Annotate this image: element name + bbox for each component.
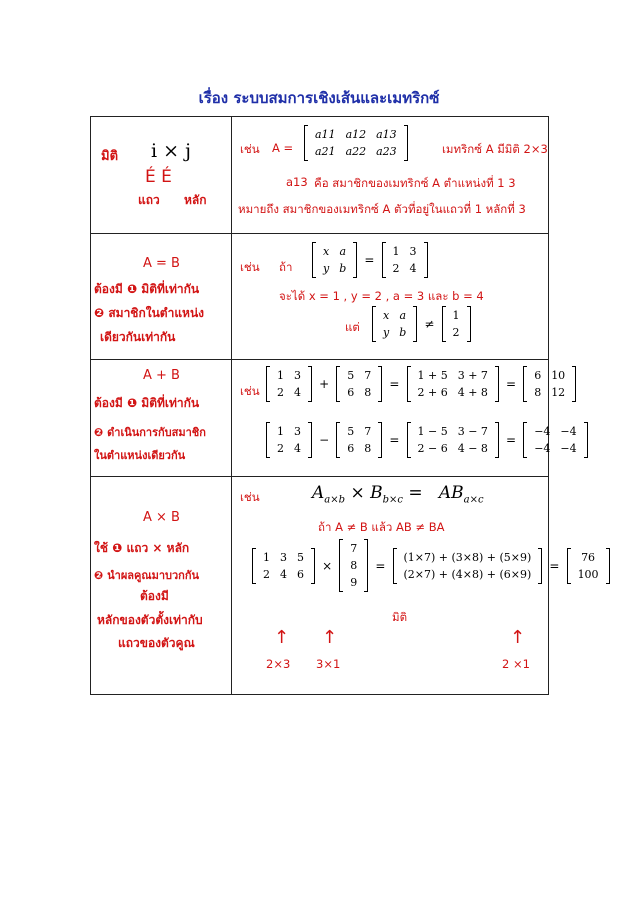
table-row-dimension <box>91 117 549 234</box>
cell-equality-example <box>232 234 549 360</box>
equality-result: จะได้ x = 1 , y = 2 , a = 3 และ b = 4 <box>279 289 484 303</box>
matrix-cell: a <box>399 309 407 322</box>
matrix-cell: 2 <box>392 262 400 275</box>
cell-multiplication-rule <box>91 477 232 695</box>
matrix-cell: −4 <box>560 425 577 438</box>
matrix-cell: 8 <box>364 386 372 399</box>
dimension-arrows: É É <box>145 167 172 187</box>
table-row-multiplication <box>91 477 549 695</box>
inequality-equation: x a y b ≠ 1 2 <box>372 306 471 342</box>
matrix-cell: 5 <box>297 550 304 564</box>
matrix-cell: 8 <box>364 442 372 455</box>
equality-condition-2: ❷ สมาชิกในตำแหน่ง <box>94 306 205 320</box>
matrix-cell: 9 <box>350 576 358 589</box>
multiplication-condition-2: ❷ นำผลคูณมาบวกกัน <box>94 569 200 582</box>
dimension-result: 2 ×1 <box>502 657 530 671</box>
product-formula: $A_{a\times b} \times B_{b\times c}$ = $AB_{a\times c}$ <box>312 483 484 506</box>
matrix-a <box>304 125 408 161</box>
matrix-cell: (1×7) + (3×8) + (5×9) <box>403 550 532 564</box>
mitti-label: มิติ <box>101 149 119 164</box>
example-label: เช่น <box>240 260 260 274</box>
matrix-cell: y <box>323 262 330 275</box>
matrix-cell: 8 <box>534 386 542 399</box>
matrix-cell: 6 <box>534 369 542 382</box>
addition-equation: 1 3 2 4 + 5 7 6 8 = 1 + 5 3 + 7 2 + 6 4 + 8 = 6 10 8 12 <box>266 366 576 402</box>
matrix-cell: 6 <box>347 442 355 455</box>
multiplication-heading: A × B <box>143 510 180 525</box>
matrix-cell: 1 − 5 <box>417 425 448 438</box>
matrix-cell: 2 − 6 <box>417 442 448 455</box>
formula-ab: AB <box>438 483 464 503</box>
matrix-cell: b <box>339 262 347 275</box>
summary-table <box>90 116 599 695</box>
column-word: หลัก <box>184 193 207 207</box>
matrix-cell: 2 <box>277 442 284 455</box>
matrix-cell: 3 <box>409 245 417 258</box>
matrix-cell: a <box>339 245 347 258</box>
matrix-cell: a21 <box>315 145 336 158</box>
matrix-cell: 3 <box>294 425 301 438</box>
matrix-cell: 2 <box>452 326 460 339</box>
a13-meaning: หมายถึง สมาชิกของเมทริกซ์ A ตัวที่อยู่ในแถวที่ 1 หลักที่ 3 <box>238 202 526 216</box>
matrix-cell: 2 <box>277 386 284 399</box>
matrix-cell: 1 + 5 <box>417 369 448 382</box>
matrix-cell: 4 <box>294 442 301 455</box>
matrix-cell: 3 <box>294 369 301 382</box>
cell-addition-example <box>232 360 577 477</box>
matrix-cell: −4 <box>560 442 577 455</box>
formula-a: A <box>312 483 325 503</box>
equality-heading: A = B <box>143 256 180 271</box>
cell-equality-rule <box>91 234 232 360</box>
addition-heading: A + B <box>143 368 180 383</box>
matrix-cell: (2×7) + (4×8) + (6×9) <box>403 567 532 581</box>
addition-condition-3: ในตำแหน่งเดียวกัน <box>94 449 186 462</box>
formula-b-sub: b×c <box>382 494 403 506</box>
multiplication-condition-5: แถวของตัวคูณ <box>118 636 195 650</box>
matrix-cell: a12 <box>345 128 367 141</box>
matrix-cell: a22 <box>345 145 367 158</box>
matrix-cell: 76 <box>581 550 596 564</box>
matrix-cell: 3 − 7 <box>457 425 488 438</box>
matrix-cell: 7 <box>350 542 358 555</box>
matrix-cell: y <box>383 326 390 339</box>
example-label: เช่น <box>240 142 260 156</box>
formula-ab-sub: a×c <box>463 494 484 506</box>
matrix-cell: 10 <box>551 369 566 382</box>
a13-description: คือ สมาชิกของเมทริกซ์ A ตำแหน่งที่ 1 3 <box>314 176 516 190</box>
a13-label: a13 <box>286 175 308 189</box>
matrix-cell: 3 <box>280 550 287 564</box>
matrix-cell: 1 <box>277 425 284 438</box>
matrix-cell: 7 <box>364 369 372 382</box>
matrix-cell: 4 <box>294 386 301 399</box>
multiplication-condition-4: หลักของตัวตั้งเท่ากับ <box>97 613 203 627</box>
page-title: เรื่อง ระบบสมการเชิงเส้นและเมทริกซ์ <box>198 89 440 107</box>
matrix-cell: 5 <box>347 425 355 438</box>
matrix-cell: 4 <box>280 567 287 581</box>
up-arrow-icon: ↑ <box>510 627 526 648</box>
multiplication-equation: 1 3 5 2 4 6 × 7 8 9 = (1×7) + (3×8) + (5×9) (2×7) + (4×8) + (6×9) = 76 100 <box>252 539 610 592</box>
dimension-formula: i × j <box>151 140 191 162</box>
cell-multiplication-example <box>232 477 599 695</box>
matrix-cell: b <box>399 326 407 339</box>
matrix-cell: 5 <box>347 369 355 382</box>
a-equals: A = <box>272 141 294 155</box>
if-label: ถ้า <box>279 260 293 274</box>
addition-condition-1: ต้องมี ❶ มิติที่เท่ากัน <box>94 396 200 410</box>
table-row-equality <box>91 234 549 360</box>
row-word: แถว <box>138 193 160 207</box>
matrix-cell: 1 <box>452 309 460 322</box>
matrix-cell: a11 <box>315 128 336 141</box>
multiplication-condition-3: ต้องมี <box>140 589 169 603</box>
matrix-cell: 3 + 7 <box>457 369 488 382</box>
matrix-cell: 6 <box>297 567 304 581</box>
matrix-cell: 1 <box>263 550 270 564</box>
matrix-cell: a13 <box>376 128 397 141</box>
addition-condition-2: ❷ ดำเนินการกับสมาชิก <box>94 426 206 439</box>
matrix-cell: −4 <box>534 442 551 455</box>
matrix-cell: x <box>323 245 330 258</box>
equality-condition-1: ต้องมี ❶ มิติที่เท่ากัน <box>94 282 200 296</box>
matrix-cell: 1 <box>392 245 400 258</box>
matrix-cell: 100 <box>577 567 599 581</box>
dimension-label: มิติ <box>392 610 408 624</box>
matrix-cell: 4 + 8 <box>457 386 488 399</box>
formula-a-sub: a×b <box>324 494 346 506</box>
equality-equation: x a y b = 1 3 2 4 <box>312 242 428 278</box>
matrix-cell: a23 <box>376 145 397 158</box>
matrix-cell: 7 <box>364 425 372 438</box>
matrix-cell: 12 <box>551 386 566 399</box>
matrix-cell: 4 − 8 <box>457 442 488 455</box>
dimension-second: 3×1 <box>316 657 341 671</box>
matrix-cell: −4 <box>534 425 551 438</box>
matrix-cell: 6 <box>347 386 355 399</box>
dimension-first: 2×3 <box>266 657 291 671</box>
matrix-cell: 2 <box>263 567 270 581</box>
equality-condition-3: เดียวกันเท่ากัน <box>100 330 176 344</box>
but-label: แต่ <box>345 320 360 334</box>
up-arrow-icon: ↑ <box>274 627 290 648</box>
example-label: เช่น <box>240 384 260 398</box>
matrix-cell: 1 <box>277 369 284 382</box>
cell-addition-rule <box>91 360 232 477</box>
subtraction-equation: 1 3 2 4 − 5 7 6 8 = 1 − 5 3 − 7 2 − 6 4 − 8 = −4 −4 −4 −4 <box>266 422 588 458</box>
formula-b: B <box>370 483 383 503</box>
non-commutative-note: ถ้า A ≠ B แล้ว AB ≠ BA <box>318 520 445 534</box>
multiplication-condition-1: ใช้ ❶ แถว × หลัก <box>94 541 190 555</box>
matrix-cell: 2 + 6 <box>417 386 448 399</box>
matrix-dimension-text: เมทริกซ์ A มีมิติ 2×3 <box>442 142 548 156</box>
up-arrow-icon: ↑ <box>322 627 338 648</box>
cell-dimension-example <box>232 117 549 234</box>
cell-dimension-rule <box>91 117 232 234</box>
matrix-cell: x <box>383 309 390 322</box>
matrix-cell: 8 <box>350 559 358 572</box>
table-row-addition <box>91 360 549 477</box>
example-label: เช่น <box>240 490 260 504</box>
matrix-cell: 4 <box>409 262 417 275</box>
